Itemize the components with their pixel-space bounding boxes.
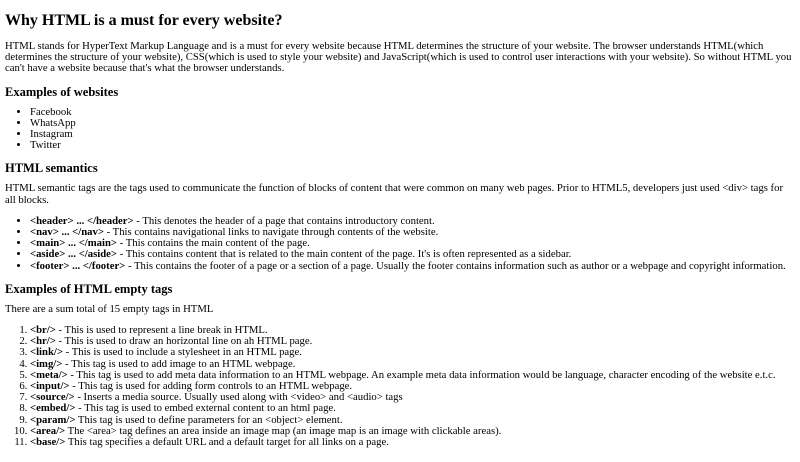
tag-description: - This is used to include a stylesheet in an HTML page.	[62, 346, 302, 359]
tag-name: <area/>	[30, 424, 66, 437]
tag-description: - This tag is used to add meta data information to an HTML webpage. An example meta data information would be language, character encoding of the website e.t.c.	[67, 368, 776, 381]
list-item: • WhatsApp	[30, 118, 795, 129]
tag-name: <br/>	[30, 324, 56, 337]
tag-name: <main> ... </main>	[30, 237, 118, 250]
semantics-description: HTML semantic tags are the tags used to communicate the function of blocks of content that were common on many web pages. Prior to HTML5, developers just used <div> tags for all blocks.	[5, 182, 784, 206]
tag-description: - This tag is used to embed external content to an html page.	[75, 402, 336, 415]
tag-name: <input/>	[30, 380, 70, 393]
tag-name: <embed/>	[30, 402, 76, 415]
tag-description: - This tag is used for adding form controls to an HTML webpage.	[69, 380, 353, 393]
tag-description: - This is used to represent a line break in HTML.	[55, 324, 268, 337]
tag-name: <header> ... </header>	[30, 214, 134, 227]
tag-description: - This contains content that is related to the main content of the page. It's is often represented as a sidebar.	[117, 248, 572, 261]
tag-description: - This denotes the header of a page that contains introductory content.	[133, 214, 435, 227]
tag-name: <base/>	[30, 436, 66, 449]
tag-description: This tag specifies a default URL and a default target for all links on a page.	[65, 436, 389, 449]
page-title: Why HTML is a must for every website?	[5, 12, 283, 29]
tag-description: This tag is used to define parameters for an <object> element.	[75, 413, 343, 426]
semantics-list	[5, 216, 795, 272]
list-item: • Instagram	[30, 129, 795, 140]
tag-name: <aside> ... </aside>	[30, 248, 118, 261]
tag-name: <img/>	[30, 357, 63, 370]
tag-name: <nav> ... </nav>	[30, 226, 104, 239]
tag-description: - This contains navigational links to navigate through contents of the website.	[103, 226, 439, 239]
tag-description: - This contains the main content of the page.	[117, 237, 310, 250]
semantics-heading: HTML semantics	[5, 161, 98, 176]
tag-name: <param/>	[30, 413, 76, 426]
list-item: • Twitter	[30, 140, 795, 151]
websites-heading: Examples of websites	[5, 84, 119, 99]
list-item: • Facebook	[30, 107, 795, 118]
tag-name: <meta/>	[30, 368, 68, 381]
tag-name: <link/>	[30, 346, 63, 359]
tag-description: The <area> tag defines an area inside an image map (an image map is an image with clickable areas).	[65, 424, 502, 437]
list-item	[30, 261, 795, 272]
tag-name: <footer> ... </footer>	[30, 259, 126, 272]
tag-description: - This tag is used to add image to an HTML webpage.	[62, 357, 296, 370]
tag-description: - Inserts a media source. Usually used along with <video> and <audio> tags	[74, 391, 403, 404]
empty-tags-list	[5, 325, 795, 448]
intro-paragraph: HTML stands for HyperText Markup Language and is a must for every website because HTML determines the structure of your website. The browser understands HTML(which determines the structure of your website), CSS(which is used to style your website) and JavaScript(which is used to control user interactions with your website). So without HTML you can't have a website because that's what the browser understands.	[5, 40, 792, 75]
empty-tags-heading: Examples of HTML empty tags	[5, 281, 173, 296]
empty-tags-description: There are a sum total of 15 empty tags in HTML	[5, 302, 214, 315]
tag-name: <hr/>	[30, 335, 56, 348]
tag-description: - This contains the footer of a page or a section of a page. Usually the footer contains information such as author or a webpage and copyright information.	[125, 259, 786, 272]
tag-description: - This is used to draw an horizontal line on ah HTML page.	[55, 335, 313, 348]
tag-name: <source/>	[30, 391, 75, 404]
list-item	[30, 437, 795, 448]
websites-list	[5, 107, 795, 152]
